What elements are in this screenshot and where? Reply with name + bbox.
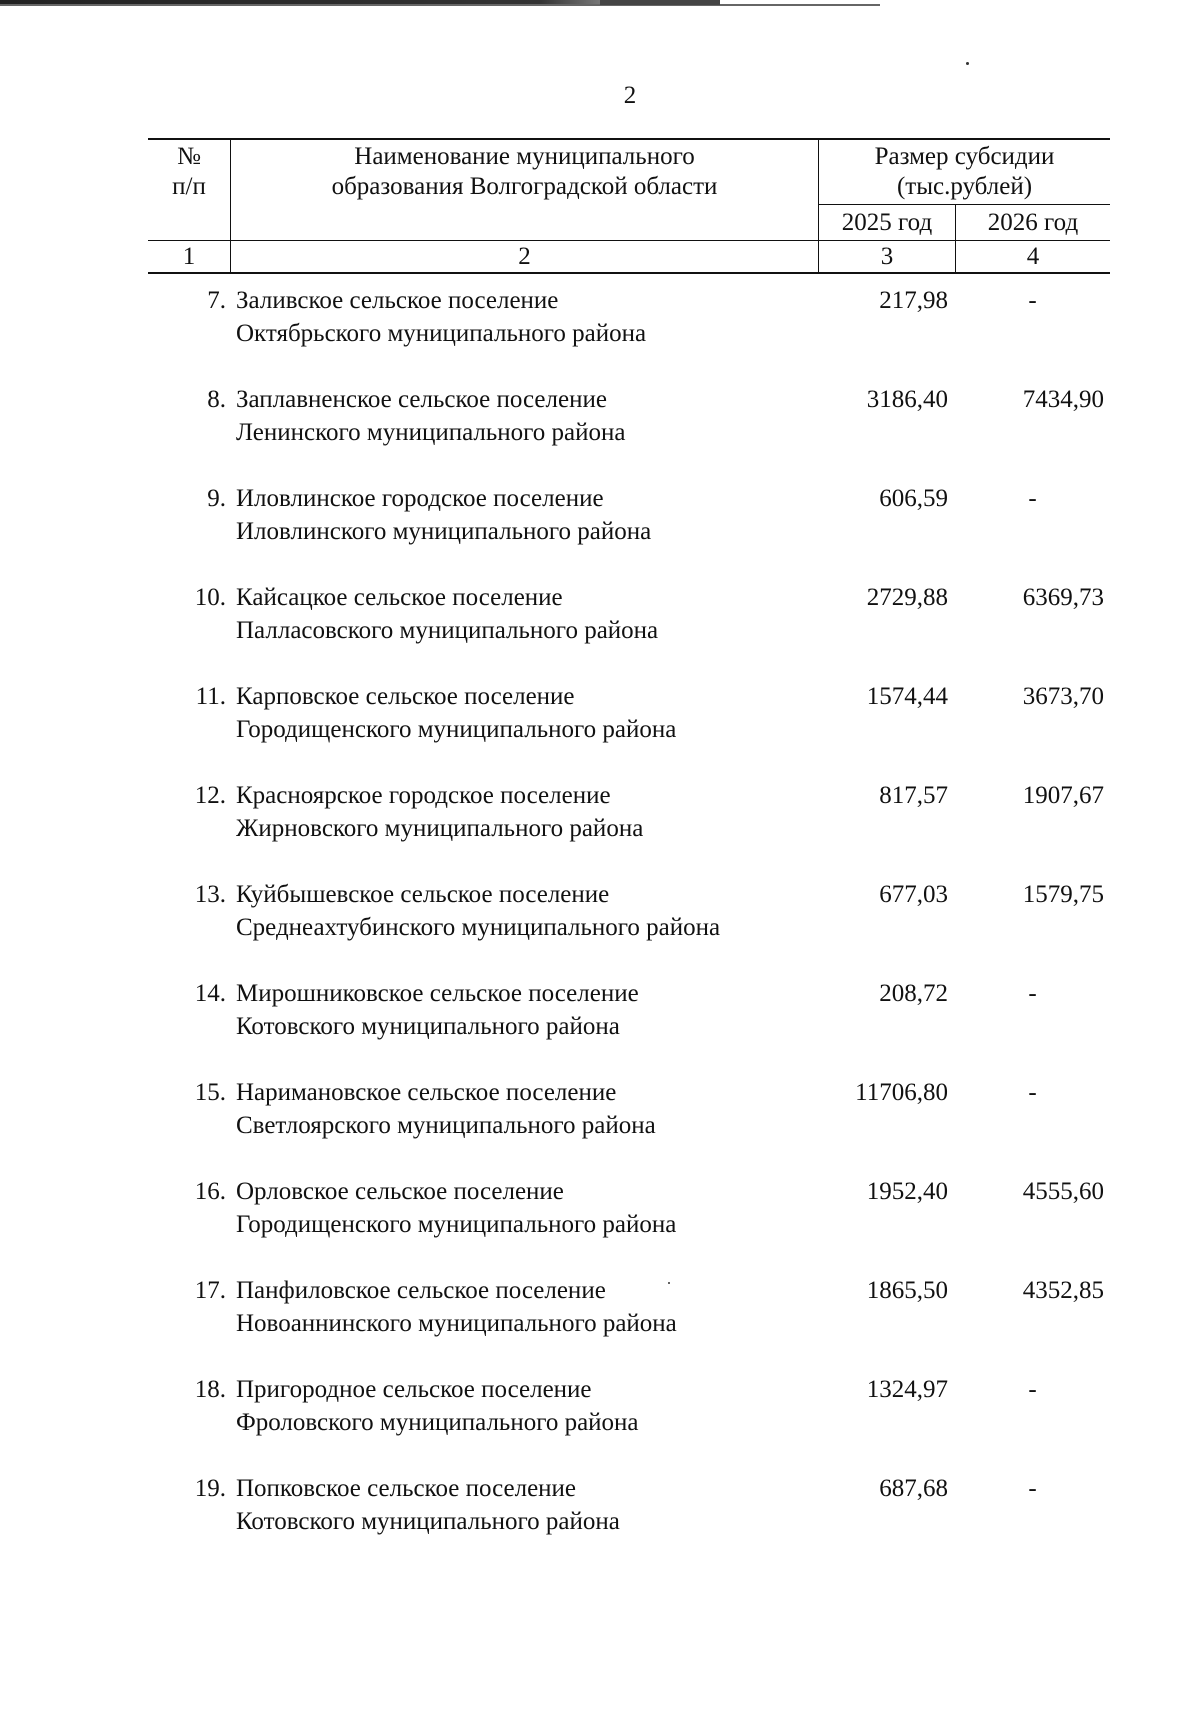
header-name — [231, 142, 818, 202]
row-number: 17. — [194, 1277, 226, 1304]
municipality-name — [236, 680, 676, 746]
settlement-name: Куйбышевское сельское поселение — [236, 881, 610, 908]
settlement-name: Кайсацкое сельское поселение — [236, 584, 563, 611]
settlement-name: Заливское сельское поселение — [236, 287, 559, 314]
subsidy-2025: 817,57 — [879, 782, 948, 809]
row-number: 15. — [194, 1079, 226, 1106]
header-num-symbol: № — [177, 143, 201, 170]
subsidy-2026: 3673,70 — [1022, 683, 1104, 710]
column-number: 3 — [880, 243, 894, 270]
table-row — [0, 765, 1200, 864]
municipality-name — [236, 1274, 677, 1340]
district-name: Октябрьского муниципального района — [236, 320, 647, 347]
table-row — [0, 963, 1200, 1062]
subsidy-2025: 1324,97 — [866, 1376, 948, 1403]
district-name: Палласовского муниципального района — [236, 617, 659, 644]
header-name-line1: Наименование муниципального — [354, 143, 695, 170]
municipality-name — [236, 977, 639, 1043]
settlement-name: Заплавненское сельское поселение — [236, 386, 607, 413]
subsidy-2026: - — [1028, 1079, 1037, 1106]
municipality-name — [236, 1373, 639, 1439]
settlement-name: Иловлинское городское поселение — [236, 485, 604, 512]
table-row — [0, 270, 1200, 369]
table-row — [0, 1260, 1200, 1359]
subsidy-2025: 606,59 — [879, 485, 948, 512]
district-name: Городищенского муниципального района — [236, 1211, 677, 1238]
row-number: 14. — [194, 980, 226, 1007]
district-name: Иловлинского муниципального района — [236, 518, 652, 545]
header-num — [148, 142, 230, 202]
column-number: 1 — [182, 243, 196, 270]
table-row — [0, 1458, 1200, 1557]
subsidy-2025: 687,68 — [879, 1475, 948, 1502]
year-split-rule — [818, 204, 1110, 205]
subsidy-2026: 6369,73 — [1022, 584, 1104, 611]
table-body — [0, 270, 1200, 1557]
subsidy-2025: 217,98 — [879, 287, 948, 314]
settlement-name: Пригородное сельское поселение — [236, 1376, 592, 1403]
district-name: Светлоярского муниципального района — [236, 1112, 656, 1139]
municipality-name — [236, 779, 643, 845]
scan-edge-artifact — [0, 4, 880, 6]
subsidy-2026: - — [1028, 287, 1037, 314]
header-year-2026: 2026 год — [987, 209, 1079, 236]
header-year-2025: 2025 год — [841, 209, 933, 236]
subsidy-2025: 208,72 — [879, 980, 948, 1007]
table-row — [0, 1161, 1200, 1260]
page-number: 2 — [623, 82, 637, 109]
settlement-name: Мирошниковское сельское поселение — [236, 980, 639, 1007]
header-num-abbr: п/п — [172, 173, 206, 200]
district-name: Фроловского муниципального района — [236, 1409, 639, 1436]
scan-speck — [966, 62, 969, 65]
row-number: 13. — [194, 881, 226, 908]
row-number: 11. — [195, 683, 226, 710]
settlement-name: Красноярское городское поселение — [236, 782, 611, 809]
column-number: 2 — [518, 243, 531, 270]
subsidy-2025: 1952,40 — [866, 1178, 948, 1205]
scan-edge-artifact — [600, 0, 720, 5]
district-name: Ленинского муниципального района — [236, 419, 626, 446]
subsidy-2026: 1579,75 — [1022, 881, 1104, 908]
row-number: 18. — [194, 1376, 226, 1403]
table-row — [0, 468, 1200, 567]
table-row — [0, 666, 1200, 765]
municipality-name — [236, 383, 626, 449]
header-top-rule — [148, 138, 1110, 140]
row-number: 16. — [194, 1178, 226, 1205]
subsidy-2025: 11706,80 — [855, 1079, 948, 1106]
header-subsidy-line1: Размер субсидии — [874, 143, 1055, 170]
subsidy-2026: - — [1028, 980, 1037, 1007]
municipality-name — [236, 1472, 620, 1538]
subsidy-2026: - — [1028, 1376, 1037, 1403]
subsidy-2026: 4555,60 — [1022, 1178, 1104, 1205]
district-name: Котовского муниципального района — [236, 1013, 620, 1040]
subsidy-2026: 7434,90 — [1022, 386, 1104, 413]
subsidy-2026: 4352,85 — [1022, 1277, 1104, 1304]
subsidy-2026: - — [1028, 1475, 1037, 1502]
column-number: 4 — [1026, 243, 1040, 270]
municipality-name — [236, 284, 646, 350]
municipality-name — [236, 482, 651, 548]
row-number: 8. — [207, 386, 226, 413]
municipality-name — [236, 1175, 676, 1241]
table-row — [0, 864, 1200, 963]
settlement-name: Попковское сельское поселение — [236, 1475, 577, 1502]
subsidy-2025: 677,03 — [879, 881, 948, 908]
subsidy-2026: 1907,67 — [1022, 782, 1104, 809]
header-subsidy — [819, 142, 1110, 202]
settlement-name: Панфиловское сельское поселение — [236, 1277, 606, 1304]
table-row — [0, 567, 1200, 666]
table-row — [0, 1062, 1200, 1161]
header-mid-rule — [148, 240, 1110, 241]
row-number: 19. — [194, 1475, 226, 1502]
subsidy-2025: 3186,40 — [866, 386, 948, 413]
settlement-name: Орловское сельское поселение — [236, 1178, 564, 1205]
subsidy-2025: 1865,50 — [866, 1277, 948, 1304]
row-number: 10. — [194, 584, 226, 611]
row-number: 12. — [194, 782, 226, 809]
header-name-line2: образования Волгоградской области — [331, 173, 718, 200]
municipality-name — [236, 581, 658, 647]
district-name: Котовского муниципального района — [236, 1508, 620, 1535]
district-name: Среднеахтубинского муниципального района — [236, 914, 721, 941]
subsidy-2026: - — [1028, 485, 1037, 512]
row-number: 7. — [207, 287, 226, 314]
district-name: Новоаннинского муниципального района — [236, 1310, 677, 1337]
municipality-name — [236, 878, 720, 944]
settlement-name: Карповское сельское поселение — [236, 683, 575, 710]
district-name: Городищенского муниципального района — [236, 716, 677, 743]
subsidy-2025: 1574,44 — [866, 683, 948, 710]
subsidy-2025: 2729,88 — [866, 584, 948, 611]
row-number: 9. — [207, 485, 226, 512]
table-row — [0, 1359, 1200, 1458]
header-subsidy-line2: (тыс.рублей) — [896, 173, 1033, 200]
municipality-name — [236, 1076, 656, 1142]
district-name: Жирновского муниципального района — [236, 815, 644, 842]
settlement-name: Наримановское сельское поселение — [236, 1079, 617, 1106]
table-row — [0, 369, 1200, 468]
